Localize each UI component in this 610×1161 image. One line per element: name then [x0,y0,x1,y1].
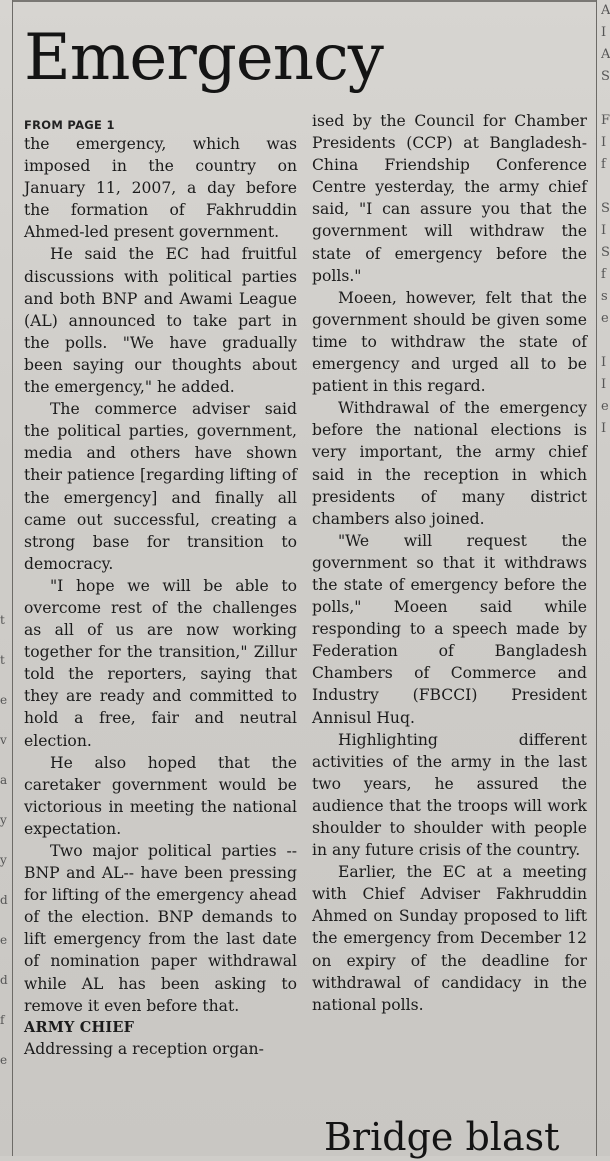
paragraph: Addressing a reception organ- [24,1039,264,1058]
article-headline: Emergency [24,21,383,95]
margin-fragment [601,176,610,198]
left-margin-fragments [0,600,12,1080]
margin-fragment: e [0,693,8,707]
margin-fragment: t [0,613,5,627]
next-article-headline: Bridge blast [324,1115,560,1159]
right-margin-fragments [601,0,610,440]
margin-fragment: F [601,113,610,128]
paragraph: ised by the Council for Chamber Presidents (CCP) at Bangladesh-China Friendship Conference Centre yesterday, the army chief said, "I can assure you that the government will withdraw the state of emergency before the polls." [312,112,587,285]
margin-fragment: S [601,245,610,260]
margin-fragment [601,330,610,352]
paragraph: the emergency, which was imposed in the country on January 11, 2007, a day before the formation of Fakhruddin Ahmed-led present government. [24,135,297,242]
section-subhead: ARMY CHIEF [24,1018,135,1036]
margin-fragment: a [0,773,8,787]
paragraph: Moeen, however, felt that the government should be given some time to withdraw the state of emergency and urged all to be patient in this regard. [312,288,587,396]
margin-fragment: e [0,933,8,947]
paragraph: He said the EC had fruitful discussions with political parties and both BNP and Awami League (AL) announced to take part in the polls. "We have gradually been saying our thoughts about the emergency," he added. [24,245,297,397]
top-rule [12,0,597,2]
paragraph: Withdrawal of the emergency before the national elections is very important, the army chief said in the reception in which presidents of many district chambers also joined. [312,399,587,528]
margin-fragment: f [601,157,606,172]
paragraph: Earlier, the EC at a meeting with Chief Adviser Fakhruddin Ahmed on Sunday proposed to lift the emergency from December 12 on expiry of the deadline for withdrawal of candidacy in the national polls. [312,863,587,1014]
paragraph: "I hope we will be able to overcome rest of the challenges as all of us are now working together for the transition," Zillur told the reporters, saying that they are ready and committed to hold a free, fair and neutral election. [24,576,297,750]
right-column-rule [596,0,597,1156]
margin-fragment: I [601,223,607,238]
margin-fragment [601,88,610,110]
margin-fragment: d [0,973,8,987]
margin-fragment: A [601,3,610,18]
margin-fragment: A [601,47,610,62]
article-column-1 [24,117,297,1060]
margin-fragment: S [601,69,610,84]
margin-fragment: S [601,201,610,216]
margin-fragment: f [601,267,606,282]
paragraph: The commerce adviser said the political parties, government, media and others have shown their patience [regarding lifting of the emergency] and finally all came out successful, creating a strong base for transition to democracy. [24,400,297,573]
kicker-label: FROM PAGE 1 [24,118,115,132]
margin-fragment: s [601,289,608,304]
margin-fragment: I [601,355,607,370]
margin-fragment: v [0,733,7,747]
margin-fragment: I [601,135,607,150]
margin-fragment: I [601,377,607,392]
margin-fragment: e [601,311,609,326]
margin-fragment: f [0,1013,5,1027]
margin-fragment: t [0,653,5,667]
paragraph: "We will request the government so that it withdraws the state of emergency before the polls," Moeen said while responding to a speech made by Federation of Bangladesh Chambers of Commerce and Industry (FBCCI) President Annisul Huq. [312,531,587,727]
margin-fragment: I [601,421,607,436]
article-column-2 [312,110,587,1016]
margin-fragment: e [0,1053,8,1067]
margin-fragment: y [0,813,7,827]
paragraph: Two major political parties --BNP and AL-- have been pressing for lifting of the emergency ahead of the election. BNP demands to lift emergency from the last date of nomination paper withdrawal while AL has been asking to remove it even before that. [24,842,297,1015]
margin-fragment: y [0,853,7,867]
margin-fragment: I [601,25,607,40]
margin-fragment: d [0,893,8,907]
left-column-rule [12,0,13,1156]
margin-fragment: e [601,399,609,414]
paragraph: Highlighting different activities of the army in the last two years, he assured the audience that the troops will work shoulder to shoulder with people in any future crisis of the country. [312,730,587,860]
paragraph: He also hoped that the caretaker government would be victorious in meeting the national expectation. [24,753,297,838]
